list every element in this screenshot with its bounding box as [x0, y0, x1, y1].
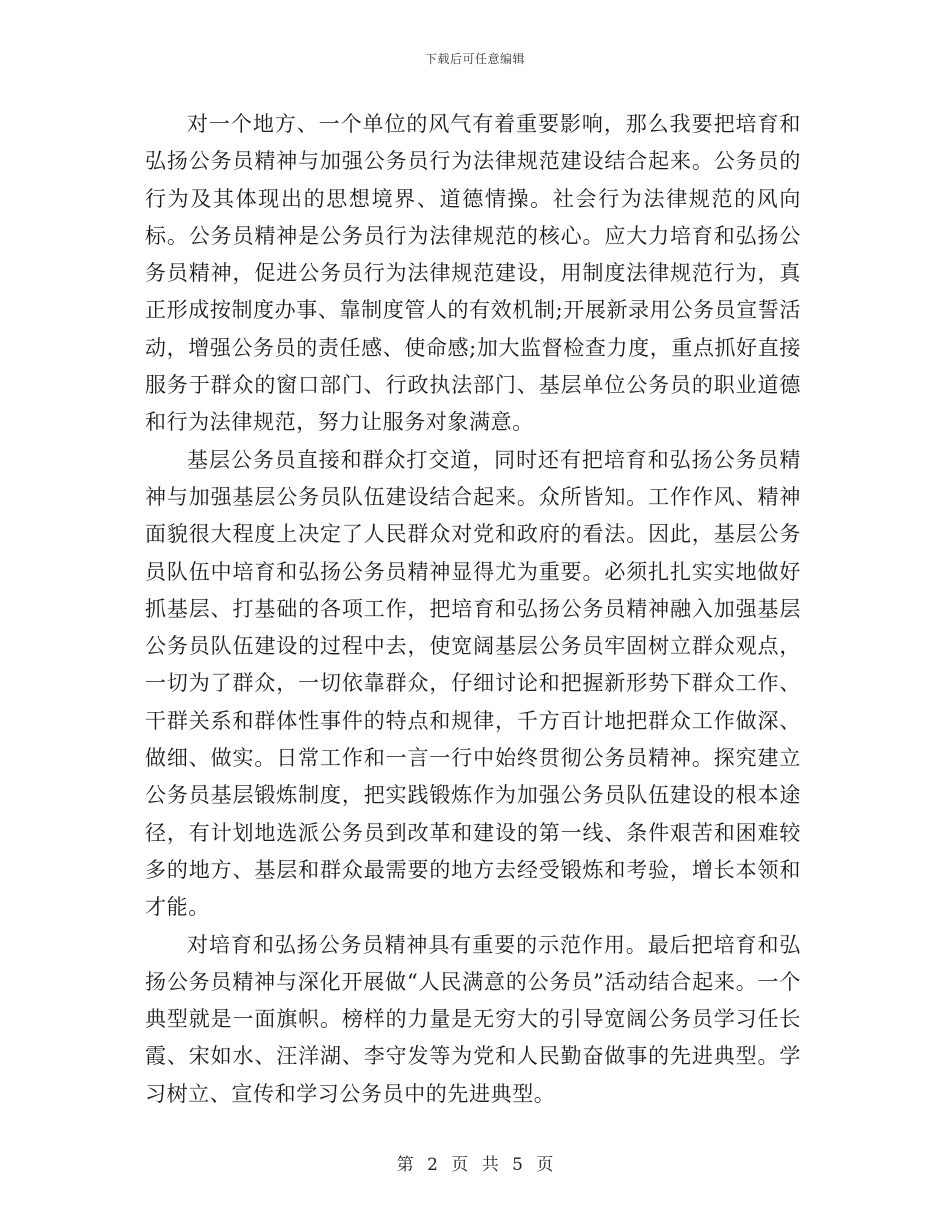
- paragraph-2: 基层公务员直接和群众打交道，同时还有把培育和弘扬公务员精神与加强基层公务员队伍建设结合起来。众所皆知。工作作风、精神面貌很大程度上决定了人民群众对党和政府的看法。因此，基层公务员队伍中培育和弘扬公务员精神显得尤为重要。必须扎扎实实地做好抓基层、打基础的各项工作，把培育和弘扬公务员精神融入加强基层公务员队伍建设的过程中去，使宽阔基层公务员牢固树立群众观点，一切为了群众，一切依靠群众，仔细讨论和把握新形势下群众工作、干群关系和群体性事件的特点和规律，千方百计地把群众工作做深、做细、做实。日常工作和一言一行中始终贯彻公务员精神。探究建立公务员基层锻炼制度，把实践锻炼作为加强公务员队伍建设的根本途径，有计划地选派公务员到改革和建设的第一线、条件艰苦和困难较多的地方、基层和群众最需要的地方去经受锻炼和考验，增长本领和才能。: [145, 447, 801, 920]
- paragraph-3: 对培育和弘扬公务员精神具有重要的示范作用。最后把培育和弘扬公务员精神与深化开展做“人民满意的公务员”活动结合起来。一个典型就是一面旗帜。榜样的力量是无穷大的引导宽阔公务员学习任长霞、宋如水、汪洋湖、李守发等为党和人民勤奋做事的先进典型。学习树立、宣传和学习公务员中的先进典型。: [145, 932, 801, 1106]
- page-header: 下载后可任意编辑: [424, 52, 525, 66]
- document-body: [145, 106, 801, 1113]
- page-label-prefix: 第: [396, 1155, 414, 1175]
- page-footer: [0, 1150, 950, 1175]
- total-label: 共: [481, 1155, 499, 1175]
- page-label-suffix: 页: [536, 1155, 554, 1175]
- total-pages-number: 5: [512, 1155, 523, 1175]
- current-page-number: 2: [427, 1155, 438, 1175]
- paragraph-1: 对一个地方、一个单位的风气有着重要影响，那么我要把培育和弘扬公务员精神与加强公务员行为法律规范建设结合起来。公务员的行为及其体现出的思想境界、道德情操。社会行为法律规范的风向标。公务员精神是公务员行为法律规范的核心。应大力培育和弘扬公务员精神，促进公务员行为法律规范建设，用制度法律规范行为，真正形成按制度办事、靠制度管人的有效机制;开展新录用公务员宣誓活动，增强公务员的责任感、使命感;加大监督检查力度，重点抓好直接服务于群众的窗口部门、行政执法部门、基层单位公务员的职业道德和行为法律规范，努力让服务对象满意。: [145, 112, 801, 435]
- page-label-mid: 页: [451, 1155, 469, 1175]
